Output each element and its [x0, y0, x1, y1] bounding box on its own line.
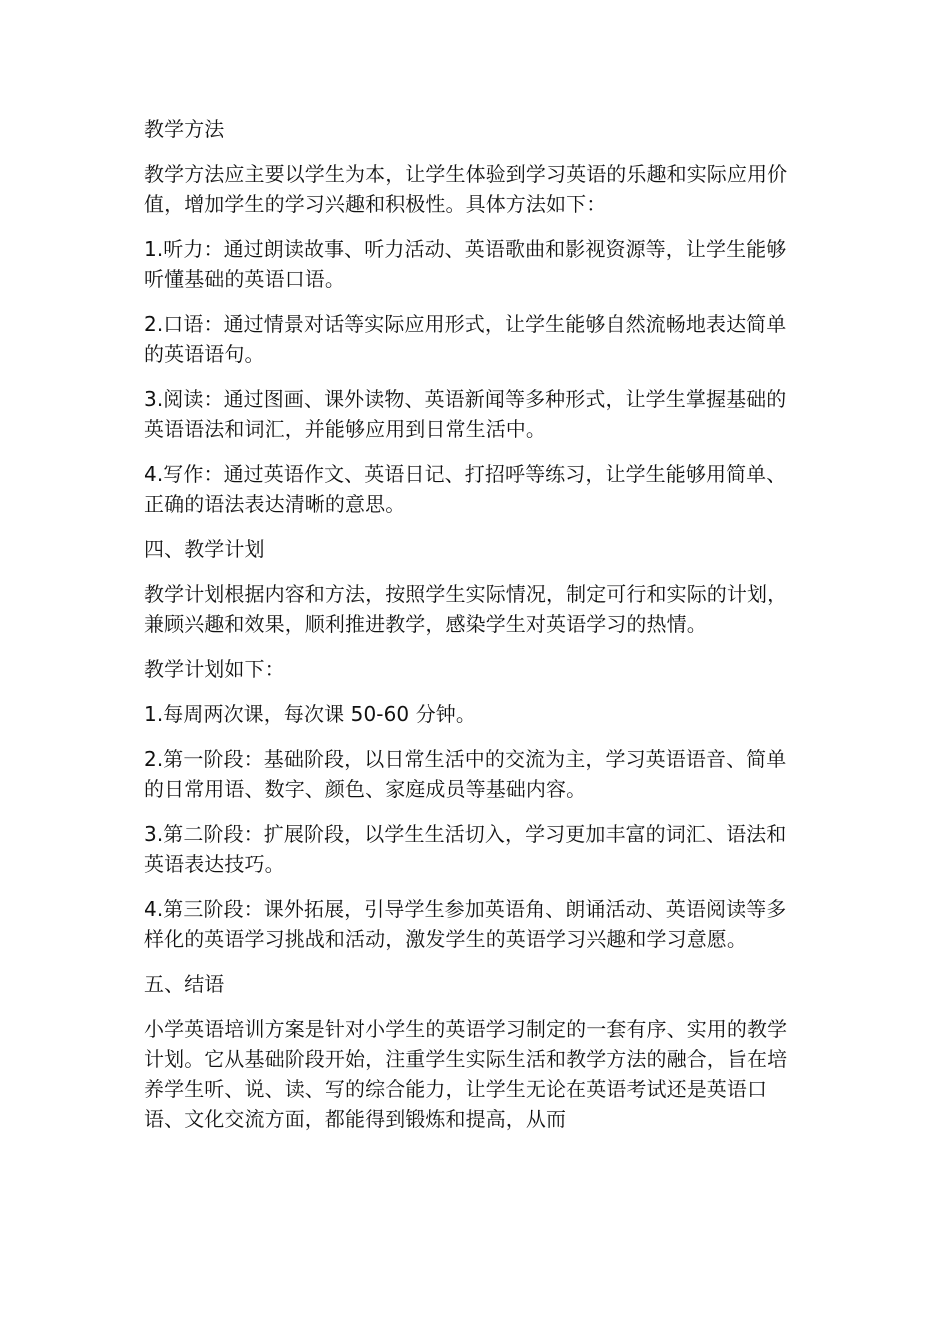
list-item-schedule: 1.每周两次课，每次课 50-60 分钟。	[144, 702, 477, 726]
list-item-speaking: 2.口语：通过情景对话等实际应用形式，让学生能够自然流畅地表达简单的英语语句。	[144, 312, 787, 366]
list-item-writing: 4.写作：通过英语作文、英语日记、打招呼等练习，让学生能够用简单、正确的语法表达清晰的意思。	[144, 462, 787, 516]
paragraph-plan-list-intro: 教学计划如下：	[144, 657, 285, 681]
section-heading-teaching-methods: 教学方法	[144, 117, 225, 141]
paragraph-methods-intro: 教学方法应主要以学生为本，让学生体验到学习英语的乐趣和实际应用价值，增加学生的学习兴趣和积极性。具体方法如下：	[144, 162, 788, 216]
list-item-stage-two: 3.第二阶段：扩展阶段，以学生生活切入，学习更加丰富的词汇、语法和英语表达技巧。	[144, 822, 787, 876]
list-item-reading: 3.阅读：通过图画、课外读物、英语新闻等多种形式，让学生掌握基础的英语语法和词汇，并能够应用到日常生活中。	[144, 387, 787, 441]
section-heading-teaching-plan: 四、教学计划	[144, 537, 265, 561]
paragraph-conclusion: 小学英语培训方案是针对小学生的英语学习制定的一套有序、实用的教学计划。它从基础阶段开始，注重学生实际生活和教学方法的融合，旨在培养学生听、说、读、写的综合能力，让学生无论在英语考试还是英语口语、文化交流方面，都能得到锻炼和提高，从而	[144, 1017, 788, 1131]
list-item-stage-three: 4.第三阶段：课外拓展，引导学生参加英语角、朗诵活动、英语阅读等多样化的英语学习挑战和活动，激发学生的英语学习兴趣和学习意愿。	[144, 897, 787, 951]
list-item-listening: 1.听力：通过朗读故事、听力活动、英语歌曲和影视资源等，让学生能够听懂基础的英语口语。	[144, 237, 787, 291]
document-body	[144, 114, 804, 1149]
section-heading-conclusion: 五、结语	[144, 972, 225, 996]
paragraph-plan-intro: 教学计划根据内容和方法，按照学生实际情况，制定可行和实际的计划，兼顾兴趣和效果，顺利推进教学，感染学生对英语学习的热情。	[144, 582, 788, 636]
list-item-stage-one: 2.第一阶段：基础阶段，以日常生活中的交流为主，学习英语语音、简单的日常用语、数字、颜色、家庭成员等基础内容。	[144, 747, 787, 801]
